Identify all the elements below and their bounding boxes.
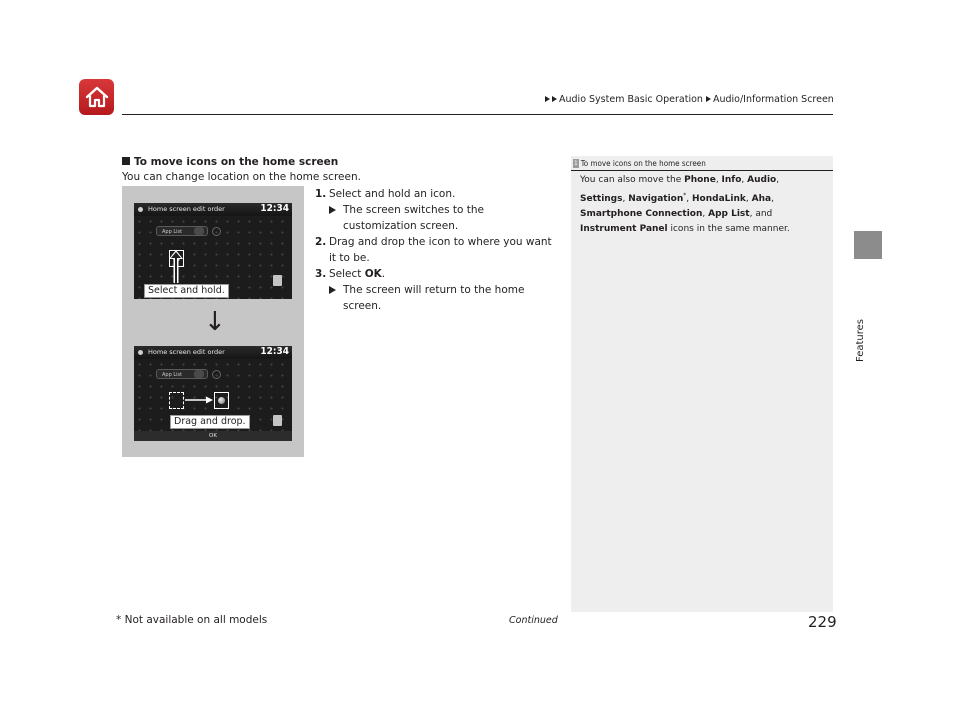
- intro-text: You can change location on the home screen.: [122, 171, 361, 183]
- note-item: Settings: [580, 194, 623, 204]
- step-number: 2.: [315, 236, 327, 248]
- breadcrumb-arrow-icon: [552, 96, 557, 102]
- breadcrumb-arrow-icon: [706, 96, 711, 102]
- step-number: 3.: [315, 268, 327, 280]
- origin-slot-icon: [169, 392, 184, 409]
- step-result-text: The screen will return to the home screen.: [343, 284, 525, 312]
- section-heading-text: To move icons on the home screen: [134, 156, 339, 168]
- heading-square-icon: [122, 157, 130, 165]
- breadcrumb-item[interactable]: Audio System Basic Operation: [559, 94, 703, 105]
- breadcrumb: [545, 94, 834, 105]
- footnote: * Not available on all models: [116, 614, 268, 626]
- step-result-text: The screen switches to the customization screen.: [343, 204, 485, 232]
- section-heading: [122, 156, 338, 168]
- step-text-prefix: Select: [329, 268, 365, 280]
- note-star: *: [683, 192, 687, 199]
- step-text-ok: OK: [364, 268, 382, 280]
- chapter-tab: [854, 231, 882, 259]
- home-icon: [138, 207, 143, 212]
- note-and: and: [755, 209, 773, 219]
- step-result: [315, 282, 560, 314]
- toggle-icon: [194, 227, 204, 235]
- step-text: Drag and drop the icon to where you want it to be.: [329, 236, 552, 264]
- note-item: HondaLink: [692, 194, 746, 204]
- ok-button: OK: [134, 431, 292, 441]
- note-item: Audio: [747, 175, 777, 185]
- app-list-button: App List: [156, 226, 208, 236]
- step-item: [315, 186, 560, 202]
- note-title-text: To move icons on the home screen: [580, 159, 706, 168]
- screen-title-bar: [134, 203, 292, 216]
- drag-arrow-icon: [184, 395, 214, 405]
- gauge-icon: [212, 227, 221, 236]
- header-divider: [122, 114, 833, 115]
- breadcrumb-arrow-icon: [545, 96, 550, 102]
- step-number: 1.: [315, 188, 327, 200]
- screen-title: Home screen edit order: [148, 348, 225, 356]
- home-icon: [138, 350, 143, 355]
- step-item: [315, 234, 560, 266]
- home-icon[interactable]: [79, 79, 114, 115]
- toggle-icon: [194, 370, 204, 378]
- note-number: 1: [574, 159, 578, 167]
- up-arrow-icon: [166, 249, 186, 285]
- clock: 12:34: [260, 203, 289, 214]
- continued-label: Continued: [509, 615, 558, 626]
- down-arrow-icon: ↓: [204, 307, 226, 337]
- callout-select-hold: Select and hold.: [144, 284, 229, 298]
- breadcrumb-item[interactable]: Audio/Information Screen: [712, 94, 834, 105]
- page-number: 229: [808, 613, 837, 631]
- note-item: Aha: [751, 194, 772, 204]
- note-item: Instrument Panel: [580, 224, 668, 234]
- house-glyph: [85, 86, 109, 108]
- trash-icon: [273, 415, 282, 426]
- note-body: You can also move the Phone, Info, Audio, Settings, Navigation*, HondaLink, Aha, Smartphone Connection, App List, and Instrument Panel icons in the same manner.: [580, 175, 790, 234]
- note-item: Phone: [684, 175, 716, 185]
- note-item: Smartphone Connection: [580, 209, 703, 219]
- clock: 12:34: [260, 346, 289, 357]
- step-item: [315, 266, 560, 282]
- moved-app-icon: [214, 392, 229, 409]
- step-result: [315, 202, 560, 234]
- callout-drag-drop: Drag and drop.: [170, 415, 250, 429]
- step-text: Select and hold an icon.: [329, 188, 456, 200]
- chapter-label: Features: [855, 319, 866, 362]
- result-arrow-icon: [329, 206, 336, 214]
- app-list-button: App List: [156, 369, 208, 379]
- gauge-icon: [212, 370, 221, 379]
- note-item: App List: [708, 209, 750, 219]
- step-text-suffix: .: [381, 268, 386, 280]
- step-list: [315, 186, 560, 314]
- result-arrow-icon: [329, 286, 336, 294]
- app-glyph-icon: [218, 397, 225, 404]
- note-tail: icons in the same manner.: [670, 224, 790, 234]
- screen-title-bar: [134, 346, 292, 359]
- trash-icon: [273, 275, 282, 286]
- note-lead: You can also move the: [580, 175, 685, 185]
- note-title: [571, 156, 833, 171]
- note-item: Navigation: [628, 194, 684, 204]
- note-item: Info: [721, 175, 742, 185]
- screen-title: Home screen edit order: [148, 205, 225, 213]
